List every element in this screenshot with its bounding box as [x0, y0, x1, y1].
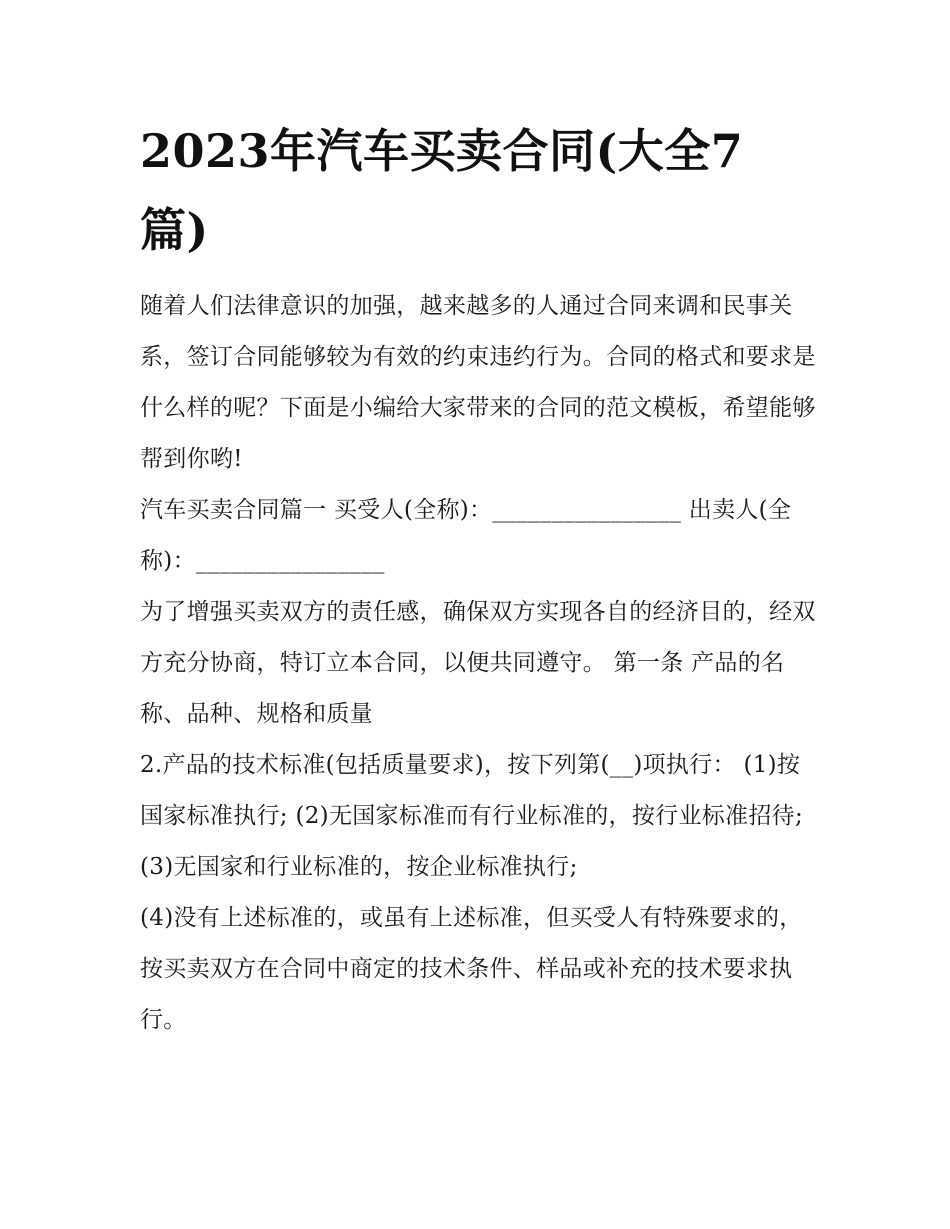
technical-standard-paragraph: 2.产品的技术标准(包括质量要求)，按下列第(__)项执行： (1)按国家标准执行; (2)无国家标准而有行业标准的，按行业标准招待; [140, 752, 803, 829]
special-requirement-paragraph: (4)没有上述标准的，或虽有上述标准，但买受人有特殊要求的，按买卖双方在合同中商定的技术条件、样品或补充的技术要求执行。 [140, 905, 803, 1033]
purpose-paragraph: 为了增强买卖双方的责任感，确保双方实现各自的经济目的，经双方充分协商，特订立本合同，以便共同遵守。 第一条 产品的名称、品种、规格和质量 [140, 599, 816, 727]
document-body [140, 112, 820, 1046]
parties-paragraph: 汽车买卖合同篇一 买受人(全称)：________________ 出卖人(全称)：________________ [140, 497, 792, 574]
intro-paragraph: 随着人们法律意识的加强，越来越多的人通过合同来调和民事关系，签订合同能够较为有效的约束违约行为。合同的格式和要求是什么样的呢？下面是小编给大家带来的合同的范文模板，希望能够帮到你哟! [140, 293, 816, 472]
enterprise-standard-paragraph: (3)无国家和行业标准的，按企业标准执行; [140, 854, 578, 880]
document-title: 2023年汽车买卖合同(大全7篇) [140, 124, 744, 257]
